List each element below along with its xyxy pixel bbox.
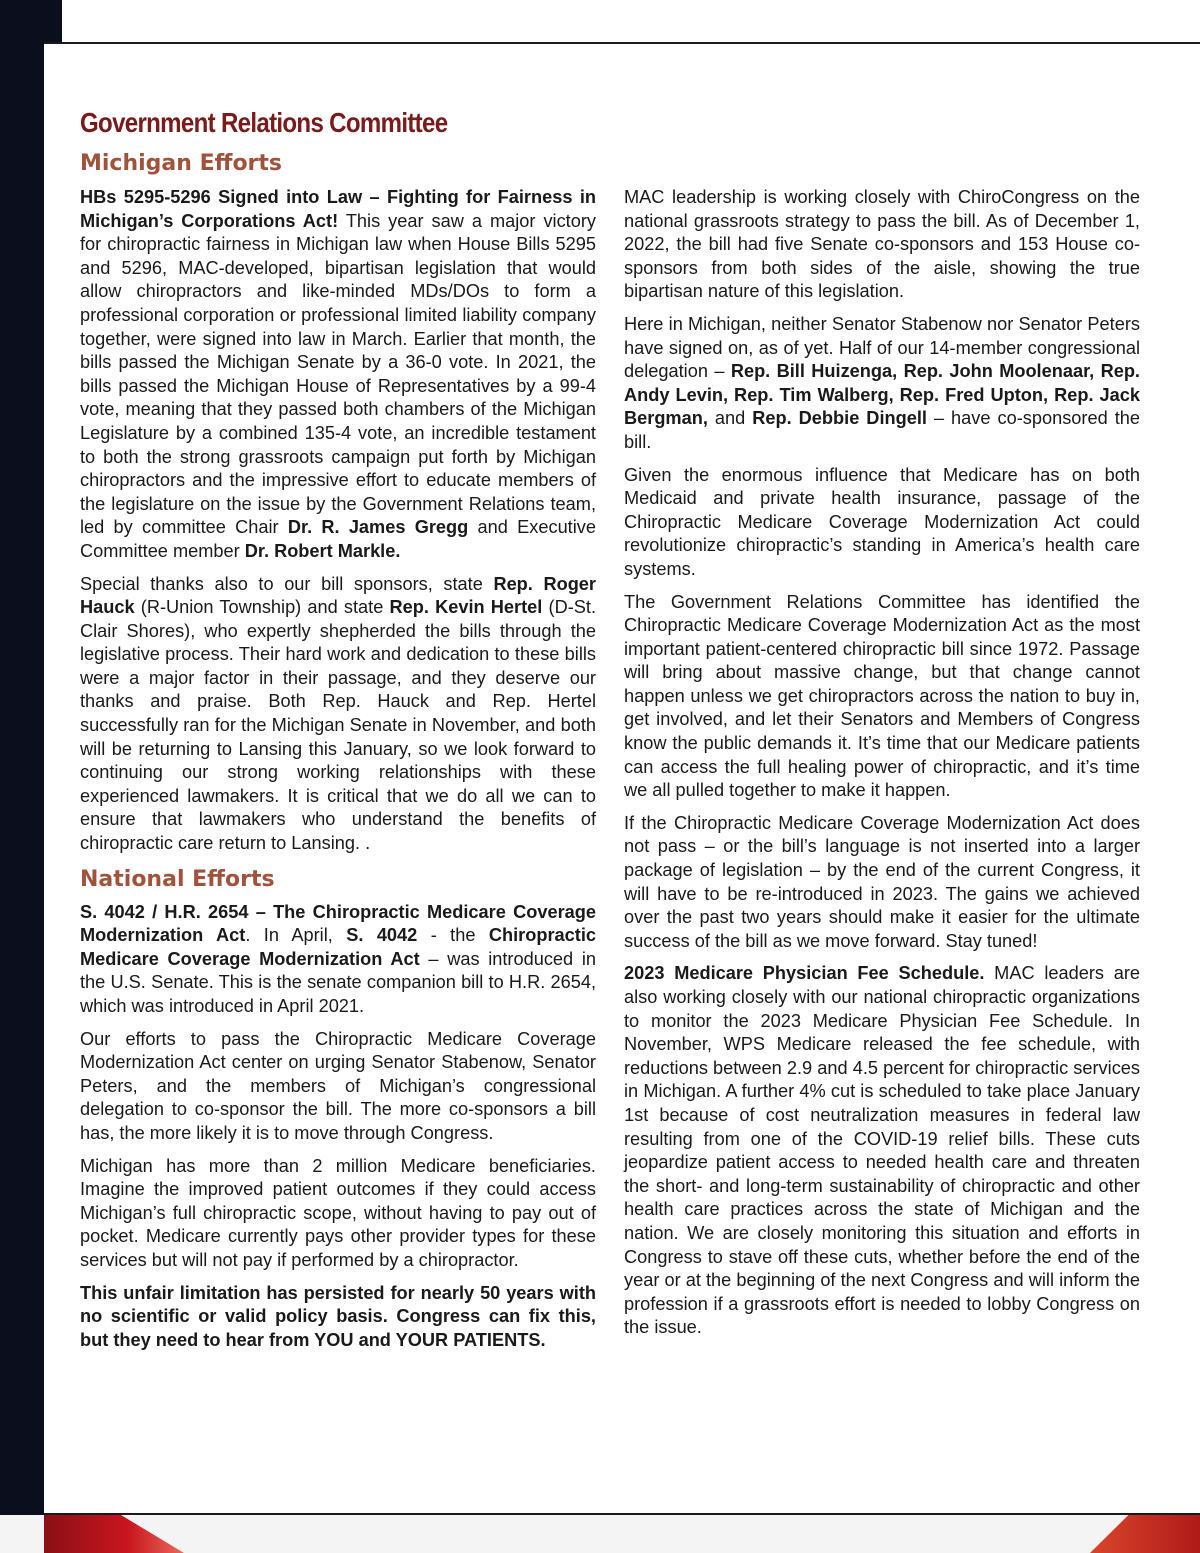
bold-names: Rep. Bill Huizenga, Rep. John Moolenaar, Rep. Andy Levin, Rep. Tim Walberg, Rep. Fred Upton, Rep. Jack Bergman, <box>624 361 1140 429</box>
paragraph-medicare-influence: Given the enormous influence that Medicare has on both Medicaid and private health insurance, passage of the Chiropractic Medicare Coverage Modernization Act could revolutionize chiropractic’s standing in America’s health care systems. <box>624 464 1140 579</box>
text-run: (D-St. Clair Shores), who expertly shepherded the bills through the legislative process. Their hard work and dedication to these bills were a major factor in their passage, and they deserve our thanks and praise. Both Rep. Hauck and Rep. Hertel successfully ran for the Michigan Senate in November, and both will be returning to Lansing this January, so we look forward to continuing our strong working relationships with these experienced lawmakers. It is critical that we do all we can to ensure that lawmakers who understand the benefits of chiropractic care return to Lansing. . <box>80 597 596 854</box>
paragraph-s4042 <box>80 901 596 1019</box>
footer-red-stripe-left <box>44 1515 184 1553</box>
bold-lead: S. 4042 / H.R. 2654 – The Chiropractic Medicare Coverage Modernization Act <box>80 901 596 946</box>
bold-name: Dr. R. James Gregg <box>287 517 469 538</box>
bold-name: Dr. Robert Markle. <box>244 540 401 561</box>
bold-name: Rep. Debbie Dingell <box>752 408 927 429</box>
text-run: – have co-sponsored the bill. <box>624 408 1140 452</box>
bold-name: S. 4042 <box>346 925 418 946</box>
text-run: (R-Union Township) and state <box>134 597 390 618</box>
paragraph-if-not-pass: If the Chiropractic Medicare Coverage Modernization Act does not pass – or the bill’s language is not inserted into a larger package of legislation – by the end of the current Congress, it will have to be re-introduced in 2023. The gains we achieved over the past two years should make it easier for the ultimate success of the bill as we move forward. Stay tuned! <box>624 812 1140 951</box>
paragraph-here-in-michigan <box>624 313 1140 455</box>
left-column <box>80 186 596 1361</box>
text-run: This year saw a major victory for chiropractic fairness in Michigan law when House Bills 5295 and 5296, MAC-developed, bipartisan legislation that would allow chiropractors and like-minded MDs/DOs to form a professional corporation or professional limited liability company together, were signed into law in March. Earlier that month, the bills passed the Michigan Senate by a 36-0 vote. In 2021, the bills passed the Michigan House of Representatives by a 99-4 vote, meaning that they passed both chambers of the Michigan Legislature by a combined 135-4 vote, an incredible testament to both the strong grassroots campaign put forth by Michigan chiropractors and the impressive effort to educate members of the legislature on the issue by the Government Relations team, led by committee Chair <box>80 210 596 538</box>
page-title: Government Relations Committee <box>80 107 448 138</box>
text-run: - the <box>417 925 489 946</box>
footer-red-stripe-right <box>1090 1515 1200 1553</box>
bold-callout: This unfair limitation has persisted for nearly 50 years with no scientific or valid policy basis. Congress can fix this, but they need to hear from YOU and YOUR PATIENTS. <box>80 1282 596 1350</box>
bold-name: Rep. Roger Hauck <box>80 573 597 618</box>
text-run: – was introduced in the U.S. Senate. This is the senate companion bill to H.R. 2654, which was introduced in April 2021. <box>80 948 596 1016</box>
left-border-tab <box>44 0 62 42</box>
paragraph-hbs-5295 <box>80 186 596 564</box>
paragraph-special-thanks <box>80 573 596 856</box>
bold-lead: HBs 5295-5296 Signed into Law – Fighting for Fairness in Michigan’s Corporations Act! <box>80 187 596 231</box>
text-run: and Executive Committee member <box>80 517 596 561</box>
text-run: and <box>707 408 753 429</box>
paragraph-mac-leadership: MAC leadership is working closely with ChiroCongress on the national grassroots strategy to pass the bill. As of December 1, 2022, the bill had five Senate co-sponsors and 153 House co-sponsors from both sides of the aisle, showing the true bipartisan nature of this legislation. <box>624 187 1140 302</box>
paragraph-committee-identified: The Government Relations Committee has identified the Chiropractic Medicare Coverage Modernization Act as the most important patient-centered chiropractic bill since 1972. Passage will bring about massive change, but that change cannot happen unless we get chiropractors across the nation to buy in, get involved, and let their Senators and Members of Congress know the public demands it. It’s time that our Medicare patients can access the full healing power of chiropractic, and it’s time we all pulled together to make it happen. <box>624 591 1140 801</box>
paragraph-our-efforts: Our efforts to pass the Chiropractic Medicare Coverage Modernization Act center on urging Senator Stabenow, Senator Peters, and the members of Michigan’s congressional delegation to co-sponsor the bill. The more co-sponsors a bill has, the more likely it is to move through Congress. <box>80 1028 596 1143</box>
section-heading-michigan: Michigan Efforts <box>80 151 283 176</box>
text-run: Special thanks also to our bill sponsors, state <box>80 573 494 594</box>
bold-lead: 2023 Medicare Physician Fee Schedule. <box>624 963 985 984</box>
paragraph-unfair-limitation <box>80 1282 596 1353</box>
bold-name: Chiropractic Medicare Coverage Modernization Act <box>80 925 596 969</box>
footer-band <box>0 1515 1200 1553</box>
paragraph-medicare-beneficiaries: Michigan has more than 2 million Medicare beneficiaries. Imagine the improved patient outcomes if they could access Michigan’s full chiropractic scope, without having to pay out of pocket. Medicare currently pays other provider types for these services but will not pay if performed by a chiropractor. <box>80 1155 596 1270</box>
left-border-bar <box>0 0 44 1553</box>
section-heading-national: National Efforts <box>80 866 275 892</box>
text-run: . In April, <box>245 925 347 946</box>
right-column <box>624 186 1140 1349</box>
text-run: MAC leaders are also working closely with our national chiropractic organizations to monitor the 2023 Medicare Physician Fee Schedule. In November, WPS Medicare released the fee schedule, with reductions between 2.9 and 4.5 percent for chiropractic services in Michigan. A further 4% cut is scheduled to take place January 1st because of cost neutralization measures in federal law resulting from one of the COVID-19 relief bills. These cuts jeopardize patient access to needed health care and threaten the short- and long-term sustainability of chiropractic and other health care practices across the state of Michigan and the nation. We are closely monitoring this situation and efforts in Congress to stave off these cuts, whether before the end of the year or at the beginning of the next Congress and will inform the profession if a grassroots effort is needed to lobby Congress on the issue. <box>624 963 1140 1338</box>
paragraph-fee-schedule <box>624 962 1140 1340</box>
text-run: Here in Michigan, neither Senator Stabenow nor Senator Peters have signed on, as of yet. Half of our 14-member congressional delegation – <box>624 313 1140 382</box>
bold-name: Rep. Kevin Hertel <box>389 597 543 618</box>
